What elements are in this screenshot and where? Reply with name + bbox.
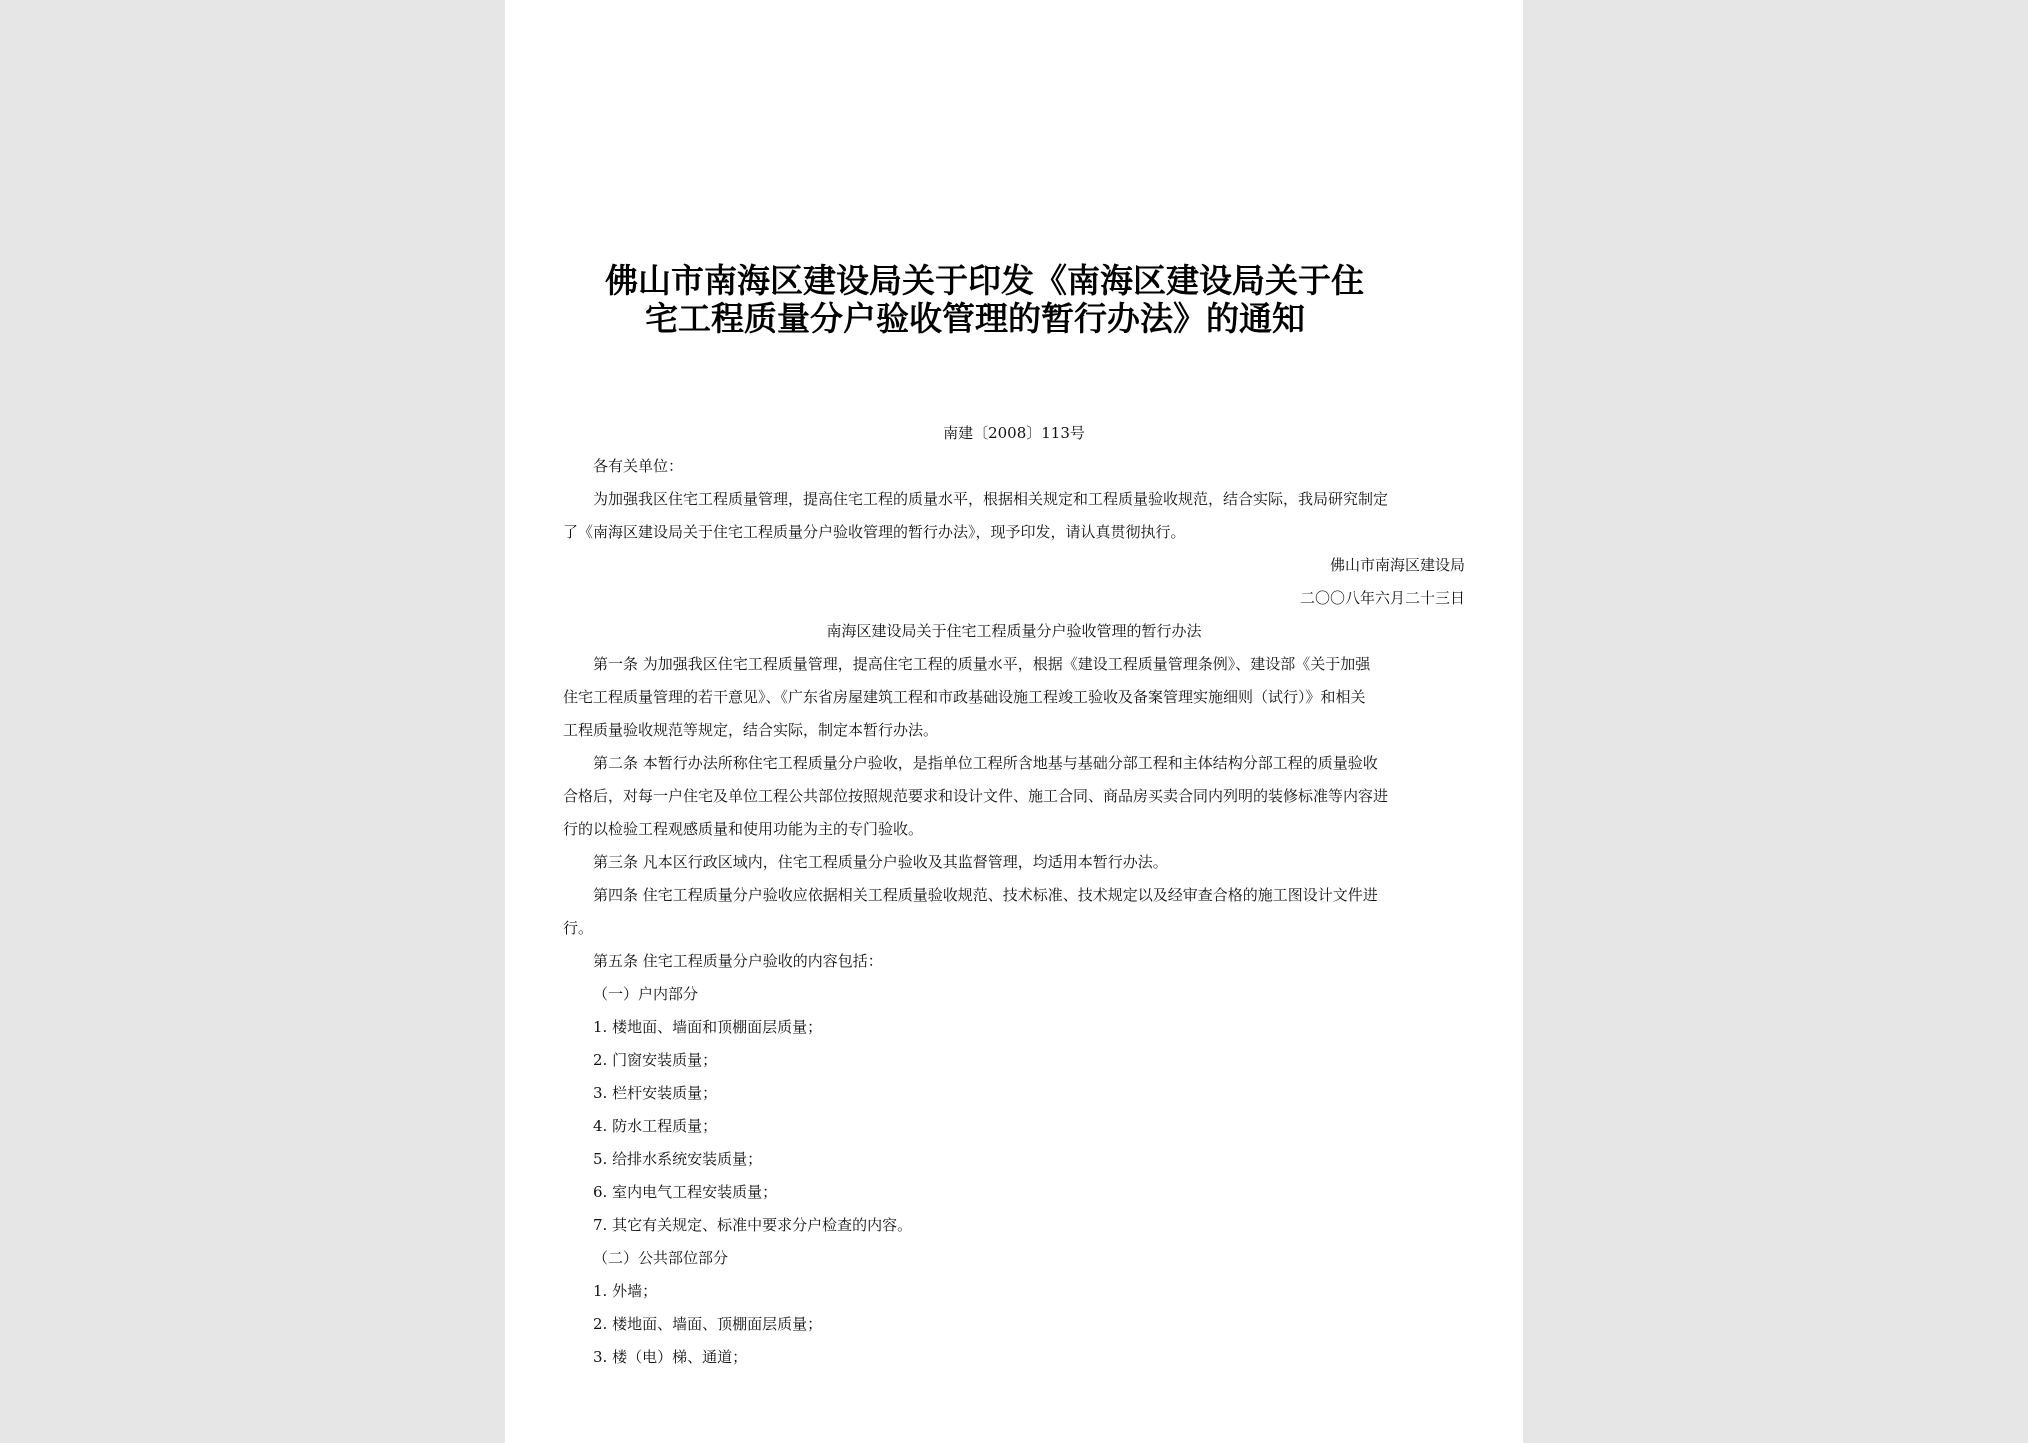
document-title bbox=[605, 262, 1425, 338]
body-line: 第四条 住宅工程质量分户验收应依据相关工程质量验收规范、技术标准、技术规定以及经审查合格的施工图设计文件进 bbox=[593, 886, 1378, 904]
salutation: 各有关单位： bbox=[593, 457, 684, 475]
body-line: 2. 门窗安装质量； bbox=[593, 1051, 718, 1069]
body-line: （二）公共部位部分 bbox=[593, 1249, 729, 1267]
body-line: 第二条 本暂行办法所称住宅工程质量分户验收，是指单位工程所含地基与基础分部工程和主体结构分部工程的质量验收 bbox=[593, 754, 1378, 772]
body-line: 住宅工程质量管理的若干意见》、《广东省房屋建筑工程和市政基础设施工程竣工验收及备案管理实施细则（试行）》和相关 bbox=[563, 688, 1366, 706]
body-line: 第一条 为加强我区住宅工程质量管理，提高住宅工程的质量水平，根据《建设工程质量管理条例》、建设部《关于加强 bbox=[593, 655, 1371, 673]
body-line: 3. 栏杆安装质量； bbox=[593, 1084, 718, 1102]
body-line: 6. 室内电气工程安装质量； bbox=[593, 1183, 778, 1201]
issue-date: 二〇〇八年六月二十三日 bbox=[1299, 589, 1465, 607]
regulation-subtitle: 南海区建设局关于住宅工程质量分户验收管理的暂行办法 bbox=[826, 622, 1202, 640]
body-line: 合格后，对每一户住宅及单位工程公共部位按照规范要求和设计文件、施工合同、商品房买卖合同内列明的装修标准等内容进 bbox=[563, 787, 1389, 805]
body-line: 行。 bbox=[563, 919, 594, 937]
body-line: 3. 楼（电）梯、通道； bbox=[593, 1348, 748, 1366]
body-line: 7. 其它有关规定、标准中要求分户检查的内容。 bbox=[593, 1216, 913, 1234]
body-line: 第五条 住宅工程质量分户验收的内容包括： bbox=[593, 952, 883, 970]
body-line: 4. 防水工程质量； bbox=[593, 1117, 718, 1135]
body-line: 1. 外墙； bbox=[593, 1282, 658, 1300]
issuer: 佛山市南海区建设局 bbox=[1329, 556, 1465, 574]
body-line: （一）户内部分 bbox=[593, 985, 699, 1003]
document-number: 南建〔2008〕113号 bbox=[943, 424, 1085, 442]
intro-line: 为加强我区住宅工程质量管理，提高住宅工程的质量水平，根据相关规定和工程质量验收规范，结合实际，我局研究制定 bbox=[593, 490, 1389, 508]
body-line: 5. 给排水系统安装质量； bbox=[593, 1150, 763, 1168]
title-line: 佛山市南海区建设局关于印发《南海区建设局关于住 bbox=[605, 261, 1364, 300]
intro-line: 了《南海区建设局关于住宅工程质量分户验收管理的暂行办法》，现予印发，请认真贯彻执行。 bbox=[563, 523, 1186, 541]
body-line: 第三条 凡本区行政区域内，住宅工程质量分户验收及其监督管理，均适用本暂行办法。 bbox=[593, 853, 1168, 871]
document-page bbox=[505, 0, 1523, 1443]
body-line: 1. 楼地面、墙面和顶棚面层质量； bbox=[593, 1018, 823, 1036]
title-line: 宅工程质量分户验收管理的暂行办法》的通知 bbox=[645, 299, 1305, 338]
body-line: 工程质量验收规范等规定，结合实际，制定本暂行办法。 bbox=[563, 721, 939, 739]
body-line: 2. 楼地面、墙面、顶棚面层质量； bbox=[593, 1315, 823, 1333]
body-line: 行的以检验工程观感质量和使用功能为主的专门验收。 bbox=[563, 820, 924, 838]
